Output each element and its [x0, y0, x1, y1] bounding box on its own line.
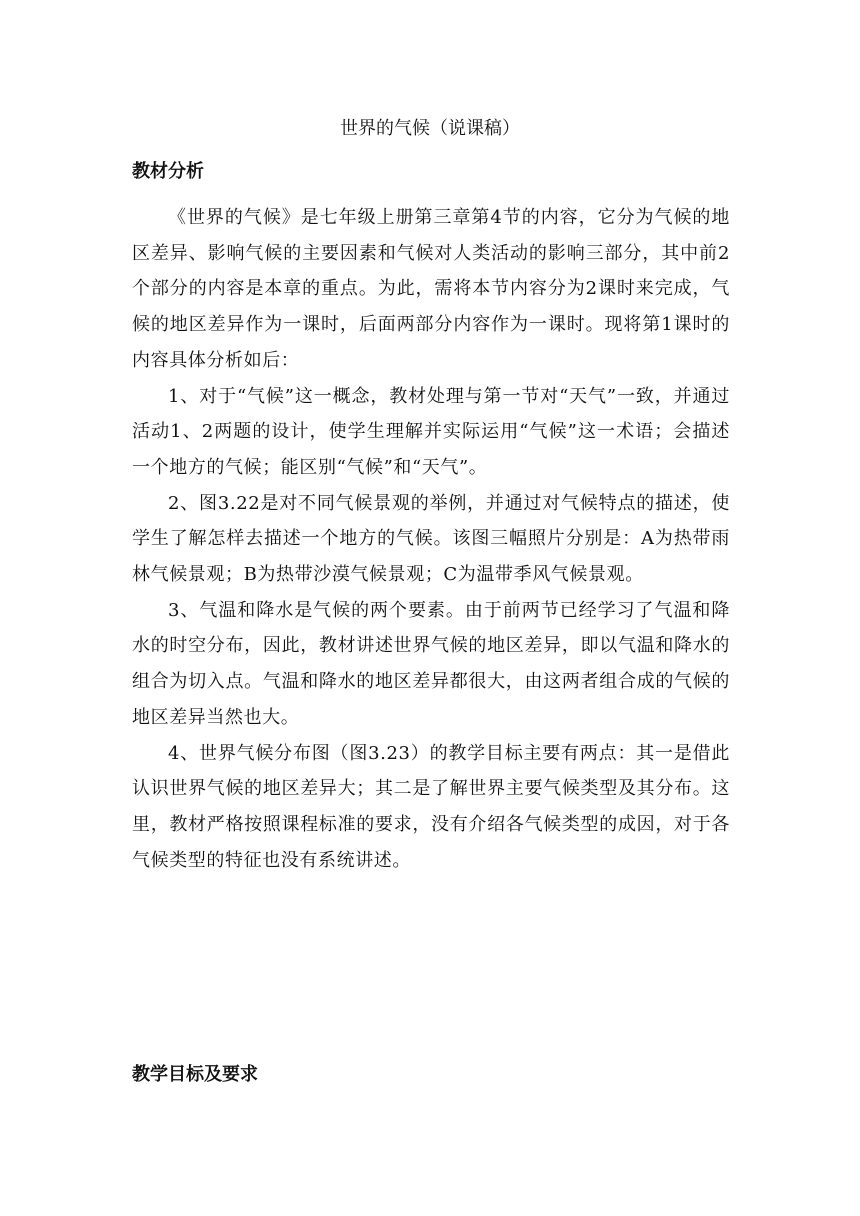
- paragraph-point-3: 3、气温和降水是气候的两个要素。由于前两节已经学习了气温和降水的时空分布，因此，教材讲述世界气候的地区差异，即以气温和降水的组合为切入点。气温和降水的地区差异都很大，由这两者组合成的气候的地区差异当然也大。: [132, 599, 730, 728]
- document-title: 世界的气候（说课稿）: [340, 118, 520, 139]
- paragraph-point-4: 4、世界气候分布图（图3.23）的教学目标主要有两点：其一是借此认识世界气候的地区差异大；其二是了解世界主要气候类型及其分布。这里，教材严格按照课程标准的要求，没有介绍各气候类型的成因，对于各气候类型的特征也没有系统讲述。: [132, 742, 730, 871]
- section-heading-teaching-goals: 教学目标及要求: [132, 1064, 258, 1085]
- body-text: [132, 200, 730, 878]
- section-heading-textbook-analysis: 教材分析: [132, 161, 204, 182]
- paragraph-point-2: 2、图3.22是对不同气候景观的举例，并通过对气候特点的描述，使学生了解怎样去描述一个地方的气候。该图三幅照片分别是：A为热带雨林气候景观；B为热带沙漠气候景观；C为温带季风气候景观。: [132, 492, 730, 586]
- paragraph-intro: 《世界的气候》是七年级上册第三章第4节的内容，它分为气候的地区差异、影响气候的主要因素和气候对人类活动的影响三部分，其中前2个部分的内容是本章的重点。为此，需将本节内容分为2课时来完成，气候的地区差异作为一课时，后面两部分内容作为一课时。现将第1课时的内容具体分析如后：: [132, 207, 730, 371]
- paragraph-point-1: 1、对于“气候”这一概念，教材处理与第一节对“天气”一致，并通过活动1、2两题的设计，使学生理解并实际运用“气候”这一术语；会描述一个地方的气候；能区别“气候”和“天气”。: [132, 385, 730, 478]
